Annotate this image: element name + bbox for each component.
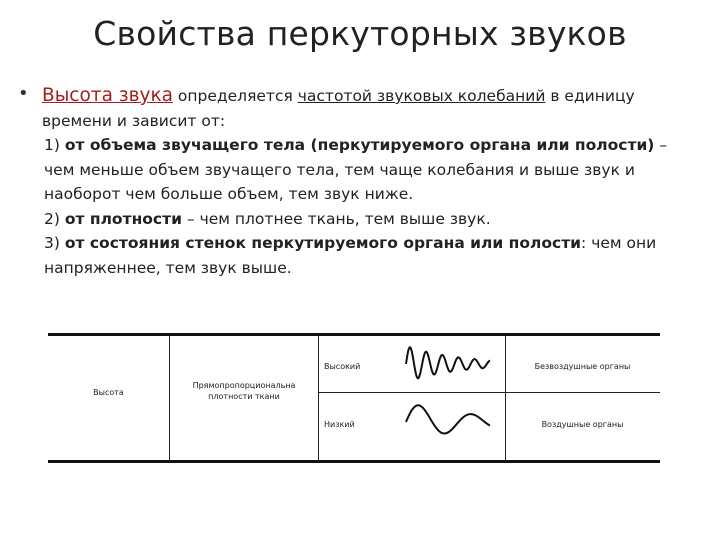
item-bold: от объема звучащего тела (перкутируемого органа или полости)	[64, 136, 655, 154]
table-row-divider	[318, 392, 660, 393]
item-text: – чем плотнее ткань, тем выше звук.	[181, 209, 491, 228]
bullet-icon: •	[18, 83, 29, 104]
item-number: 2)	[44, 209, 65, 228]
low-frequency-wave-icon	[398, 396, 498, 448]
organs-low: Воздушные органы	[541, 420, 624, 429]
pitch-heading: Высота звука	[42, 85, 173, 106]
dependency-cell: Прямопропорциональна плотности ткани	[192, 381, 296, 401]
high-frequency-wave-icon	[398, 340, 498, 388]
list-item	[18, 231, 698, 280]
level-high: Высокий	[324, 362, 361, 371]
bullet-text-end: в единицу времени и зависит от:	[42, 87, 635, 130]
slide-title: Свойства перкуторных звуков	[93, 14, 627, 53]
table-divider	[505, 336, 506, 460]
bullet-text: определяется	[172, 87, 298, 105]
bullet-item	[18, 84, 698, 133]
level-low: Низкий	[324, 420, 355, 429]
item-text: – чем меньше объем звучащего тела, тем чаще колебания и выше звук и наоборот чем больше объем, тем звук ниже.	[44, 136, 668, 203]
item-number: 3)	[44, 234, 65, 252]
organs-high: Безвоздушные органы	[534, 362, 631, 371]
item-bold: от состояния стенок перкутируемого органа или полости	[64, 234, 582, 252]
pitch-table	[48, 333, 660, 463]
item-bold: от плотности	[64, 209, 182, 228]
item-text: : чем они напряженнее, тем звук выше.	[44, 234, 657, 277]
list-item	[18, 133, 698, 207]
list-item	[18, 207, 698, 232]
item-number: 1)	[44, 136, 65, 154]
table-divider	[318, 336, 319, 460]
property-cell: Высота	[93, 388, 124, 397]
slide-body	[18, 84, 698, 280]
frequency-phrase: частотой звуковых колебаний	[297, 87, 546, 105]
